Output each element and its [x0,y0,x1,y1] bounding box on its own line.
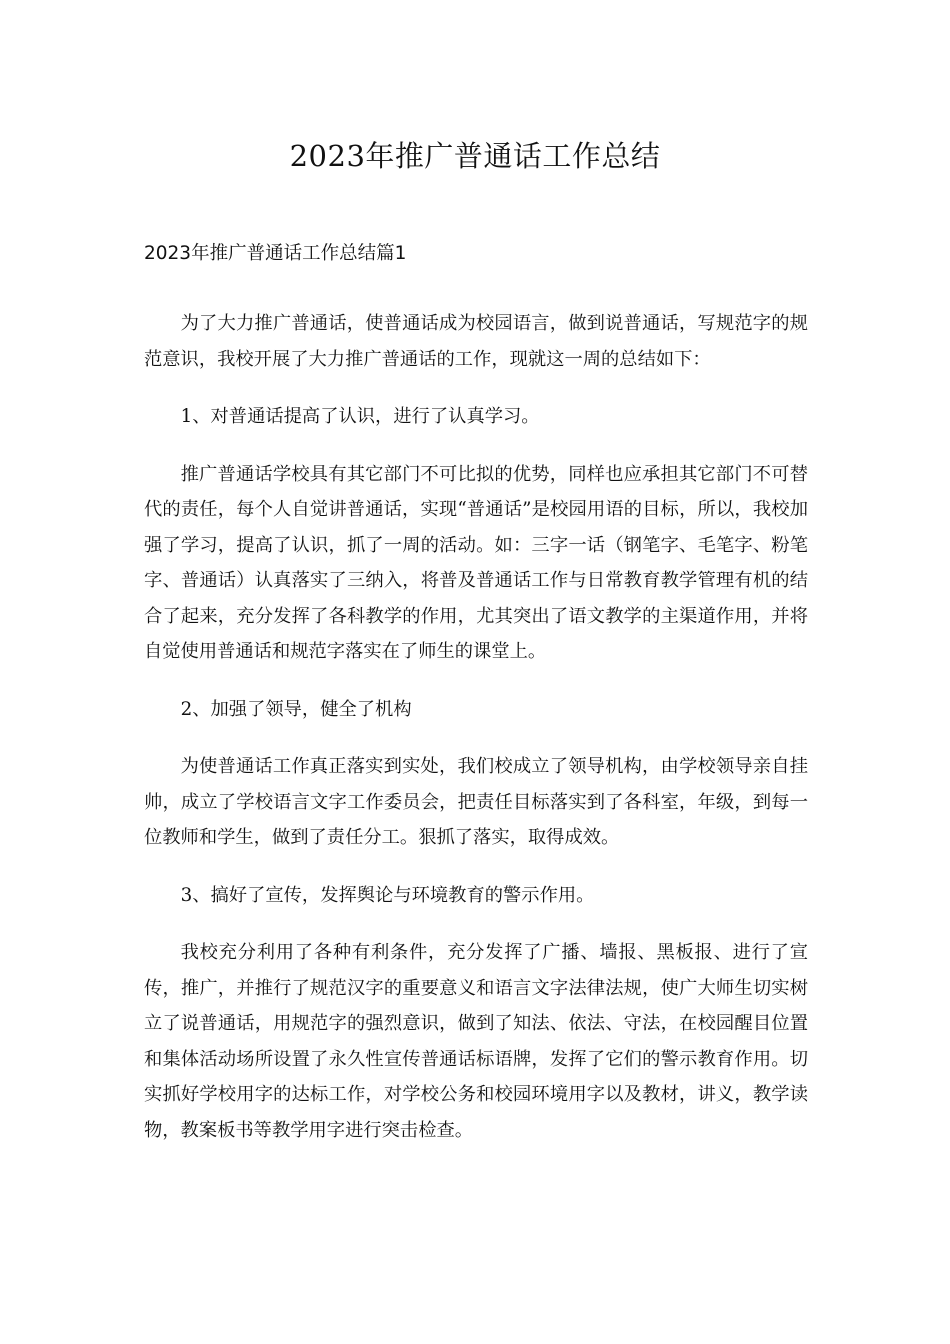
point-heading-1: 1、对普通话提高了认识，进行了认真学习。 [180,406,540,427]
document-body [144,306,808,1170]
point-paragraph-3: 我校充分利用了各种有利条件，充分发挥了广播、墙报、黑板报、进行了宣传，推广，并推行了规范汉字的重要意义和语言文字法律法规，使广大师生切实树立了说普通话，用规范字的强烈意识，做到了知法、依法、守法，在校园醒目位置和集体活动场所设置了永久性宣传普通话标语牌，发挥了它们的警示教育作用。切实抓好学校用字的达标工作，对学校公务和校园环境用字以及教材，讲义，教学读物，教案板书等教学用字进行突击检查。 [144,942,808,1141]
intro-paragraph: 为了大力推广普通话，使普通话成为校园语言，做到说普通话，写规范字的规范意识，我校开展了大力推广普通话的工作，现就这一周的总结如下： [144,313,808,370]
document-title: 2023年推广普通话工作总结 [289,139,661,173]
section-heading: 2023年推广普通话工作总结篇1 [144,243,407,264]
point-paragraph-2: 为使普通话工作真正落实到实处，我们校成立了领导机构，由学校领导亲自挂帅，成立了学校语言文字工作委员会，把责任目标落实到了各科室，年级，到每一位教师和学生，做到了责任分工。狠抓了落实，取得成效。 [144,756,808,848]
point-paragraph-1: 推广普通话学校具有其它部门不可比拟的优势，同样也应承担其它部门不可替代的责任，每个人自觉讲普通话，实现“普通话”是校园用语的目标，所以，我校加强了学习，提高了认识，抓了一周的活动。如：三字一话（钢笔字、毛笔字、粉笔字、普通话）认真落实了三纳入，将普及普通话工作与日常教育教学管理有机的结合了起来，充分发挥了各科教学的作用，尤其突出了语文教学的主渠道作用，并将自觉使用普通话和规范字落实在了师生的课堂上。 [144,463,808,662]
point-heading-2: 2、加强了领导，健全了机构 [180,698,412,720]
point-heading-3: 3、搞好了宣传，发挥舆论与环境教育的警示作用。 [180,884,595,906]
